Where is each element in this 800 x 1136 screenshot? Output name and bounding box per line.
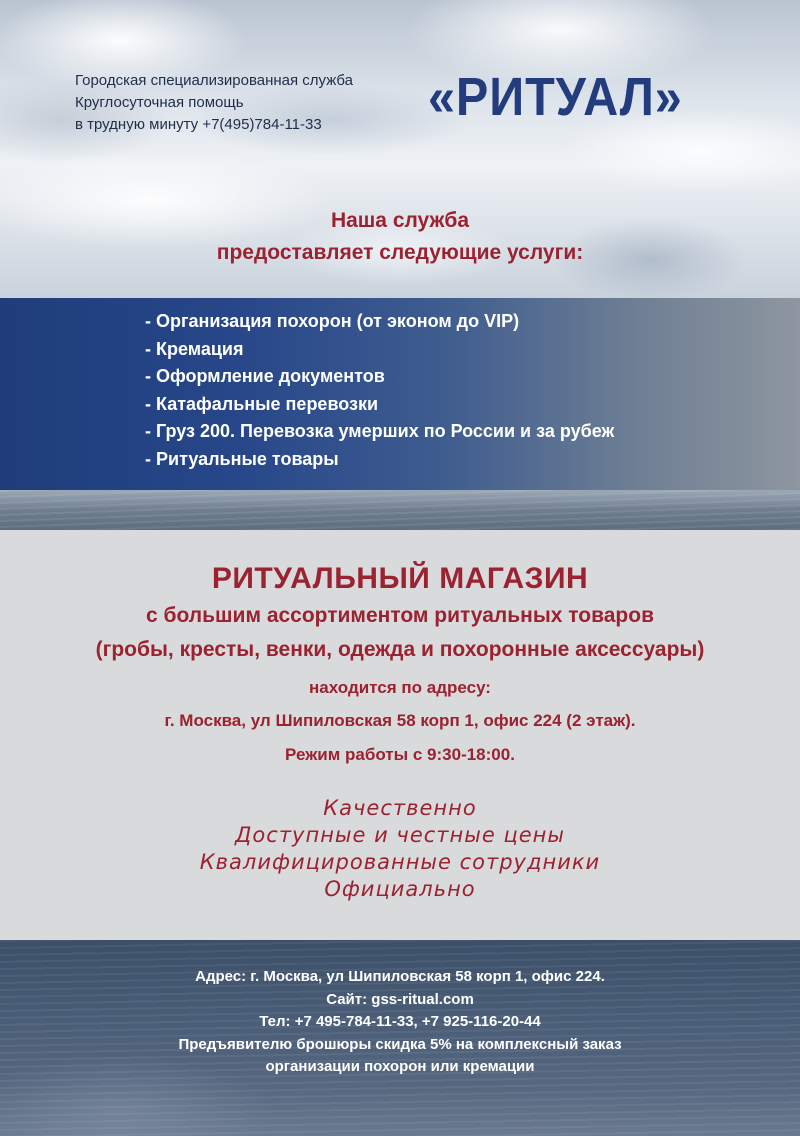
shop-address-label: находится по адресу: (309, 678, 491, 697)
service-item: - Груз 200. Перевозка умерших по России и за рубеж (145, 421, 615, 441)
shop-address: г. Москва, ул Шипиловская 58 корп 1, офис 224 (2 этаж). (164, 711, 636, 730)
feature-item: Доступные и честные цены (235, 823, 565, 847)
footer-website: Сайт: gss-ritual.com (326, 990, 474, 1008)
services-heading-line: предоставляет следующие услуги: (216, 241, 584, 264)
service-item: - Оформление документов (145, 366, 385, 386)
shop-subtitle: с большим ассортиментом ритуальных товаров (146, 604, 654, 627)
feature-item: Качественно (323, 796, 477, 820)
services-band (0, 298, 800, 490)
services-heading (0, 205, 800, 269)
footer-contacts (0, 940, 800, 1136)
footer-discount: Предъявителю брошюры скидка 5% на комплексный заказ (178, 1035, 622, 1053)
footer-discount-cont: организации похорон или кремации (265, 1058, 535, 1075)
footer-lines (0, 966, 800, 1079)
sea-divider (0, 490, 800, 530)
footer-address: Адрес: г. Москва, ул Шипиловская 58 корп 1, офис 224. (195, 968, 605, 985)
service-item: - Ритуальные товары (145, 448, 339, 469)
services-list (145, 308, 614, 473)
footer-phones: Тел: +7 495-784-11-33, +7 925-116-20-44 (259, 1013, 541, 1030)
sky-header (0, 0, 800, 300)
shop-subtitle-goods: (гробы, кресты, венки, одежда и похоронные аксессуары) (95, 638, 705, 661)
service-item: - Катафальные перевозки (145, 393, 379, 414)
feature-item: Официально (324, 877, 476, 901)
service-item: - Кремация (145, 338, 244, 359)
shop-section (0, 530, 800, 940)
tagline-phone-line: в трудную минуту +7(495)784-11-33 (75, 116, 322, 133)
tagline-line: Городская специализированная служба (75, 72, 353, 89)
shop-hours: Режим работы с 9:30-18:00. (285, 745, 515, 764)
features-list (0, 795, 800, 903)
header-tagline (75, 70, 353, 136)
shop-title: РИТУАЛЬНЫЙ МАГАЗИН (211, 562, 589, 595)
feature-item: Квалифицированные сотрудники (199, 850, 601, 874)
tagline-line: Круглосуточная помощь (75, 94, 244, 111)
service-item: - Организация похорон (от эконом до VIP) (145, 311, 520, 331)
services-heading-line: Наша служба (330, 209, 470, 232)
brand-logo-text: «РИТУАЛ» (428, 67, 683, 127)
